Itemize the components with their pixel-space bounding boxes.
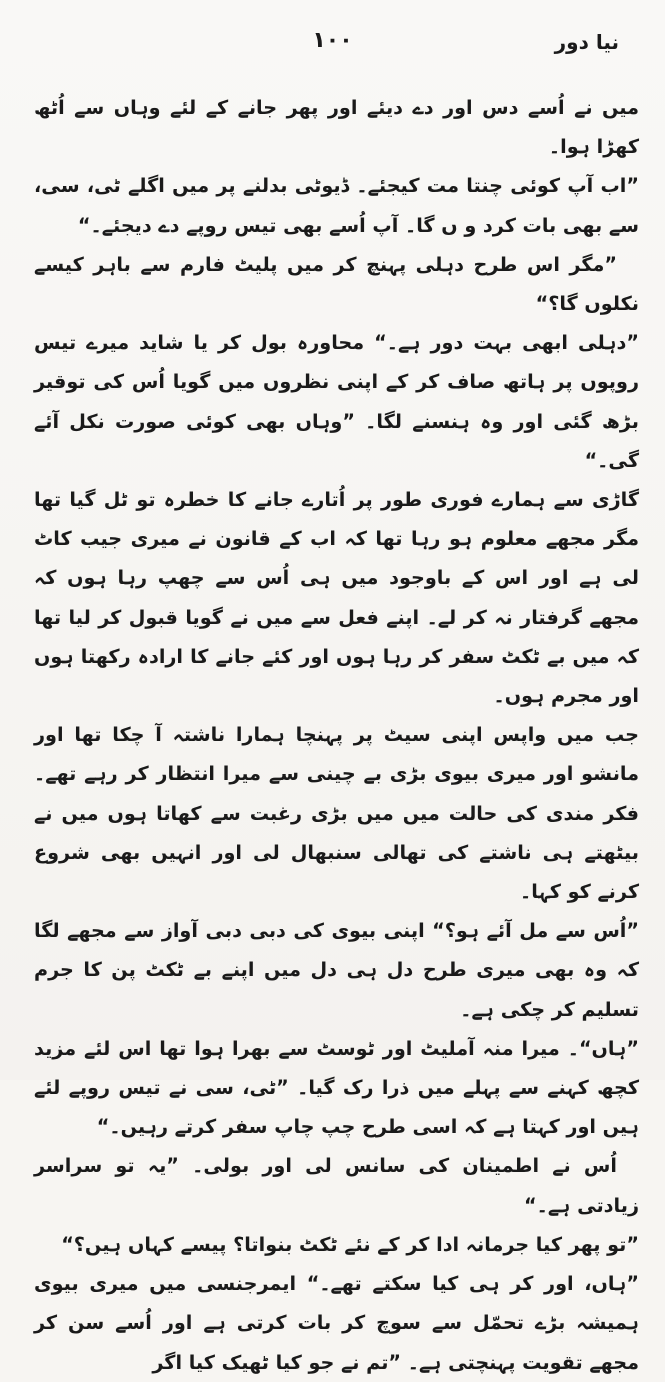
paragraph: ”ہاں، اور کر ہی کیا سکتے تھے۔“ ایمرجنسی میں میری بیوی ہمیشہ بڑے تحمّل سے سوچ کر بات کرتی ہے اور اُسے سن کر مجھے تقویت پہنچتی ہے۔ ”تم نے جو کیا ٹھیک کیا اگر — [34, 1272, 639, 1374]
paragraph: جب میں واپس اپنی سیٹ پر پہنچا ہمارا ناشتہ آ چکا تھا اور مانشو اور میری بیوی بڑی بے چینی سے میرا انتظار کر رہے تھے۔ فکر مندی کی حالت میں میں بڑی رغبت سے کھاتا ہوں میں نے بیٹھتے ہی ناشتے کی تھالی سنبھال لی اور انہیں بھی شروع کرنے کو کہا۔ — [34, 723, 639, 904]
page-number: ۱۰۰ — [312, 28, 353, 53]
paragraph: ”دہلی ابھی بہت دور ہے۔“ محاورہ بول کر یا شاید میرے تیس روپوں پر ہاتھ صاف کر کے اپنی نظروں میں گویا اُس کی توقیر بڑھ گئی اور وہ ہنسنے لگا۔ ”وہاں بھی کوئی صورت نکل آئے گی۔“ — [34, 331, 639, 472]
paragraph: ”ہاں“۔ میرا منہ آملیٹ اور ٹوسٹ سے بھرا ہوا تھا اس لئے مزید کچھ کہنے سے پہلے میں ذرا رک گیا۔ ”ٹی، سی نے تیس روپے لئے ہیں اور کہتا ہے کہ اسی طرح چپ چاپ سفر کرتے رہیں۔“ — [34, 1036, 639, 1139]
paragraph: ”مگر اس طرح دہلی پہنچ کر میں پلیٹ فارم سے باہر کیسے نکلوں گا؟“ — [34, 252, 639, 316]
paragraph: ”اب آپ کوئی چنتا مت کیجئے۔ ڈیوٹی بدلنے پر میں اگلے ٹی، سی، سے بھی بات کرد و ں گا۔ آپ اُسے بھی تیس روپے دے دیجئے۔“ — [34, 174, 639, 237]
page-header — [32, 26, 633, 70]
paragraph: ”تو پھر کیا جرمانہ ادا کر کے نئے ٹکٹ بنواتا؟ پیسے کہاں ہیں؟“ — [61, 1232, 639, 1256]
body-text — [34, 88, 639, 1382]
running-title: نیا دور — [554, 30, 619, 54]
paragraph: اُس نے اطمینان کی سانس لی اور بولی۔ ”یہ تو سراسر زیادتی ہے۔“ — [34, 1154, 639, 1217]
paragraph: ”اُس سے مل آئے ہو؟“ اپنی بیوی کی دبی دبی آواز سے مجھے لگا کہ وہ بھی میری طرح دل ہی دل میں اپنے بے ٹکٹ پن کا جرم تسلیم کر چکی ہے۔ — [34, 919, 639, 1021]
paragraph: میں نے اُسے دس اور دے دیئے اور پھر جانے کے لئے وہاں سے اُٹھ کھڑا ہوا۔ — [34, 96, 639, 159]
paragraph: گاڑی سے ہمارے فوری طور پر اُتارے جانے کا خطرہ تو ٹل گیا تھا مگر مجھے معلوم ہو رہا تھا کہ اب کے قانون نے میری جیب کاٹ لی ہے اور اس کے باوجود میں ہی اُس سے چھپ رہا ہوں کہ مجھے گرفتار نہ کر لے۔ اپنے فعل سے میں نے گویا قبول کر لیا تھا کہ میں بے ٹکٹ سفر کر رہا ہوں اور کئے جانے کا ارادہ رکھتا ہوں اور مجرم ہوں۔ — [34, 488, 639, 708]
